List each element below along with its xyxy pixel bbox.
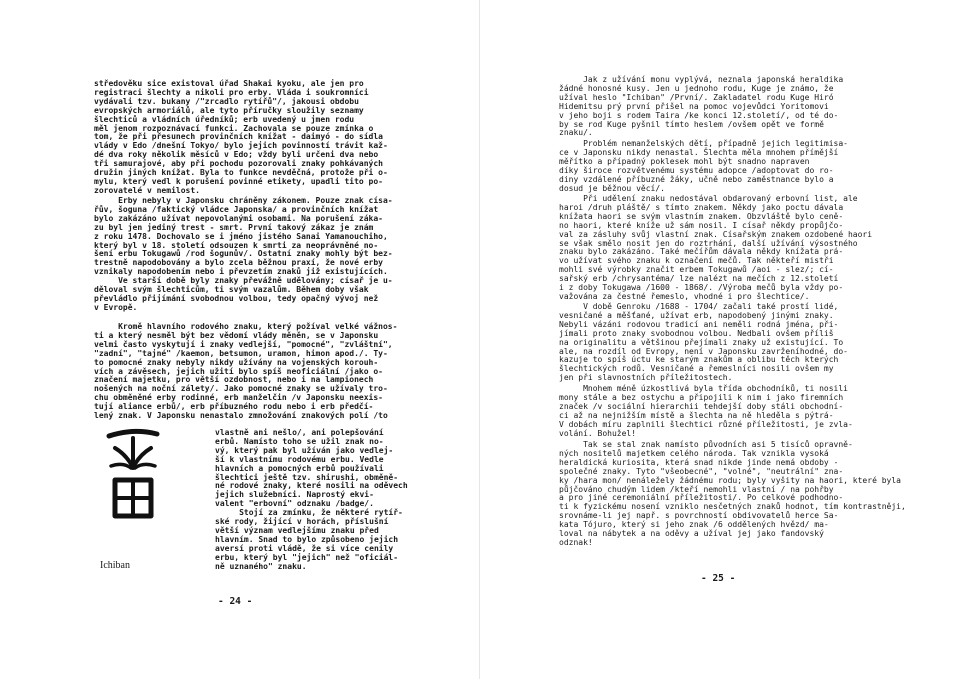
emblem-caption: Ichiban (100, 560, 130, 571)
right-paragraph-5: Mnohem méně úzkostlivá byla třída obchodníků, ti nosili mony stále a bez ostychu a připojili k nim i jako firemních značek /v sociální hierarchii tehdejší doby stáli obchodní- ci až na nejnižším místě a šlechta na ně hleděla s pýtrá- V dobách míru zaplnili šlechtici různé příležitosti, je zvla- volání. Bohužel! (559, 384, 853, 438)
left-paragraph-3: Kromě hlavního rodového znaku, který požíval velké vážnos- ti a který nesměl být bez vědomí vlády měněn, se v Japonsku velmi často vyskytují i znaky vedlejší, "pomocné", "zvláštní", "zadní", "tajné" /kaemon, betsumon, uramon, himon apod./. Ty- to pomocné znaky nebyly nikdy užívány na vojenských korouh- vích a závěsech, jejich užití bylo spíš neoficiální /jako o- značení majetku, pro větší ozdobnost, nebo i na lampionech nošených na noční zálety/. Jako pomocné znaky se užívaly tro- chu obměněné erby rodinné, erb manželčin /v Japonsku neexis- tují aliance erbů/, erb příbuzného rodu nebo i erb předčí- lený znak. V Japonsku nenastalo zmnožování znakových polí /to (94, 322, 398, 421)
right-paragraph-1: Jak z užívání monu vyplývá, neznala japonská heraldika žádné honosné kusy. Jen u jednoho rodu, Kuge je známo, že užíval heslo "Ichiban" /První/. Zakladatel rodu Kuge Hiró Hidemitsu prý první přišel na pomoc vojevůdci Yoritomovi v jeho boji s rodem Taira /ke konci 12.století/, od té do- by se rod Kuge pyšnil tímto heslem /ovšem opět ve formě znaku/. (559, 75, 844, 138)
page-number: - 24 - (218, 596, 253, 607)
left-paragraph-2: Erby nebyly v Japonsku chráněny zákonem. Pouze znak císa- řův, šoguna /faktický vládce Japonska/ a provinčních knížat bylo zakázáno užívat nepovolanými osobami. Na porušení záka- zu byl jen jediný trest - smrt. První takový zákaz je znám z roku 1478. Dochovalo se i jméno jistého Sanai Yamanouchiho, který byl v 18. století odsouzen k smrti za neoprávněné no- šení erbu Tokugawů /rod šogunův/. Ostatní znaky mohly být bez- trestně napodobovány a bylo zcela běžnou praxí, že nové erby vznikaly napodobením nebo i převzetím znaků již existujících. Ve starší době byly znaky převážně udělovány; císař je u- děloval svým šlechticům, ti svým vazalům. Během doby však převládlo přijímání svobodnou volbou, tedy opačný vývoj než v Evropě. (94, 196, 393, 312)
left-paragraph-1: středověku sice existoval úřad Shakai kyoku, ale jen pro registraci šlechty a nikoli pro erby. Vláda i soukromníci vydávali tzv. bukany /"zrcadlo rytířů"/, jakousi obdobu evropských armoriálů, ale tyto příručky sloužily seznamy šlechticů a vládních úředníků; erb uvedený u jmen rodu měl jenom rozpoznávací funkci. Zachovala se pouze zmínka o tom, že při přesunech provinčních knížat - daimyó - do sídla vlády v Edo /dnešní Tokyo/ bylo jejich povinností trávit kaž- dé dva roky několik měsíců v Edo; vždy byli určeni dva nebo tři samurajové, aby při pochodu pozorovali znaky pohkávaných družin jiných knížat. Byla to funkce nevděčná, protože při o- mylu, který vedl k porušení povinné etikety, upadli tito po- zorovatelé v nemilost. (94, 79, 388, 195)
right-paragraph-4: V době Genroku /1688 - 1704/ začali také prostí lidé, vesničané a měšťané, užívat erb, napodobený jinými znaky. Nebyli vázáni rodovou tradicí ani neměli rodná jména, při- jímali proto znaky svobodnou volbou. Nedbali ovšem příliš na originalitu a většinou přejímali znaky už existující. To ale, na rozdíl od Evropy, není v Japonsku zavrženíhodné, do- kazuje to spíš úctu ke starým znakům a oblibu těch kterých šlechtických rodů. Vesničané a řemeslníci nosili ovšem my jen při slavnostních příležitostech. (559, 302, 848, 383)
right-paragraph-3: Při udělení znaku nedostával obdarovaný erbovní list, ale haroi /druh pláště/ s tímto znakem. Někdy jako poctu dávala knížata haori se svým vlastním znakem. Obzvláště bylo ceně- no haori, které kníže už sám nosil. I císař někdy propůjčo- val za zásluhy svůj vlastní znak. Císařským znakem ozdobené haori se však smělo nosit jen do roztrhání, další užívání výsostného znaku bylo zakázáno. Také mečířům dávala někdy knížata prá- vo užívat svého znaku k označení mečů. Tak někteří mistři mohli své výrobky značit erbem Tokugawů /aoi - slez/; cí- sařský erb /chrysantéma/ lze nalézt na mečích z 12.století i z doby Tokugawa /1600 - 1868/. /Výroba mečů byla vždy po- važována za čestné řemeslo, vhodné i pro šlechtice/. (559, 194, 873, 301)
left-page (0, 0, 479, 679)
ichiban-emblem-icon (103, 418, 163, 528)
left-paragraph-4: vlastně ani nešlo/, ani polepšování erbů. Namísto toho se užil znak no- vý, který pak byl užíván jako vedlej- ší k vlastnímu rodovému erbu. Vedle hlavních a pomocných erbů používali šlechtici ještě tzv. shirushi, obměně- né rodové znaky, které nosili na oděvech jejich služebníci. Naprostý ekvi- valent "erbovní" odznaku /badge/. Stojí za zmínku, že některé rytíř- ské rody, žijící v horách, příslušní větší význam vedlejšímu znaku před hlavním. Snad to bylo způsobeno jejich aversí proti vládě, že si více cenily erbu, který byl "jejich" než "oficiál- ně uznaného" znaku. (215, 428, 408, 571)
right-paragraph-2: Problém nemanželských dětí, případně jejich legitimisa- ce v Japonsku nikdy nenastal. Šlechta měla mnohem přímější měřítko a případný poklesek mohl být snadno napraven díky široce rozvětvenému systému adopce /adoptovat do ro- diny vzdálené příbuzné žáky, učně nebo zaměstnance bylo a dosud je běžnou věcí/. (559, 139, 848, 193)
right-paragraph-6: Tak se stal znak namísto původních asi 5 tisíců opravně- ných nositelů majetkem celého národa. Tak vznikla vysoká heraldická kuriosita, která snad nikde jinde nemá obdoby - společné znaky. Tyto "všeobecné", "volné", "neutrální" zna- ky /hara mon/ nenáležely žádnému rodu; byly vyšity na haori, které byla půjčováno chudým lidem /kteří nemohli vlastní / na pohřby a pro jiné ceremoniální příležitosti/. Po celkové podhodno- ti k fyzickému nosení vzniklo nesčetných znaků hodnot, tím kontrastněji, srovnáme-li jej např. s povrchností obdivovatelů herce Sa- kata Tójuro, který si jeho znak /6 oddělených hvězd/ ma- loval na nábytek a na oděvy a užíval jej jako fandovský odznak! (559, 440, 906, 547)
right-page (480, 0, 959, 679)
page-number: - 25 - (701, 573, 736, 584)
